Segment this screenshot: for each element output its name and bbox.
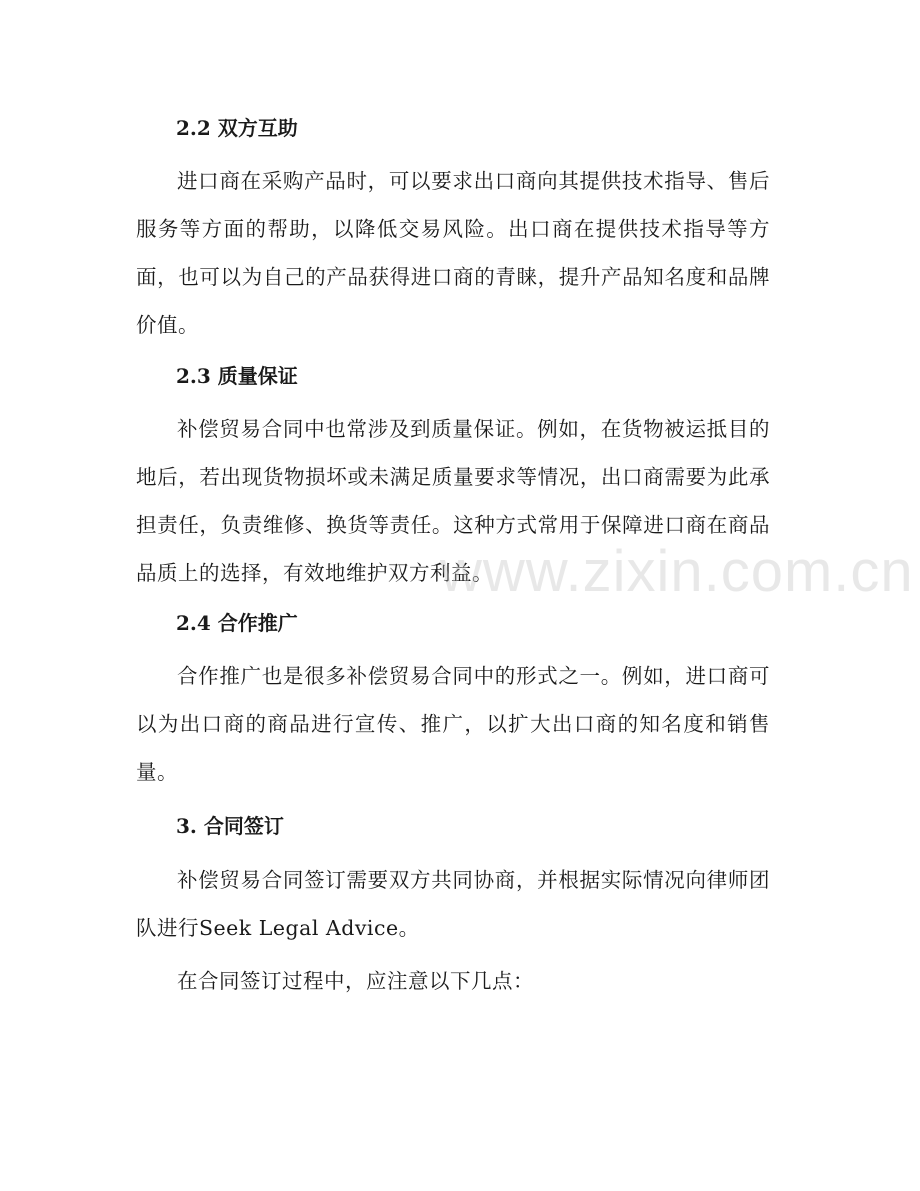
section-body-2-4: 合作推广也是很多补偿贸易合同中的形式之一。例如，进口商可以为出口商的商品进行宣传、推广，以扩大出口商的知名度和销售量。 — [136, 664, 770, 784]
section-body-2-3: 补偿贸易合同中也常涉及到质量保证。例如，在货物被运抵目的地后，若出现货物损坏或未满足质量要求等情况，出口商需要为此承担责任，负责维修、换货等责任。这种方式常用于保障进口商在商品品质上的选择，有效地维护双方利益。 — [136, 417, 770, 585]
section-heading-3: 3. 合同签订 — [176, 814, 284, 838]
section-body-2-2: 进口商在采购产品时，可以要求出口商向其提供技术指导、售后服务等方面的帮助，以降低交易风险。出口商在提供技术指导等方面，也可以为自己的产品获得进口商的青睐，提升产品知名度和品牌价值。 — [136, 169, 770, 337]
section-heading-2-3: 2.3 质量保证 — [176, 364, 298, 388]
section-heading-2-4: 2.4 合作推广 — [176, 611, 298, 635]
section-body-3: 补偿贸易合同签订需要双方共同协商，并根据实际情况向律师团队进行Seek Legal Advice。 — [136, 868, 770, 940]
watermark-text: www.zixin.com.cn — [440, 539, 914, 604]
section-heading-2-2: 2.2 双方互助 — [176, 116, 298, 140]
section-note-3: 在合同签订过程中，应注意以下几点： — [177, 969, 534, 993]
